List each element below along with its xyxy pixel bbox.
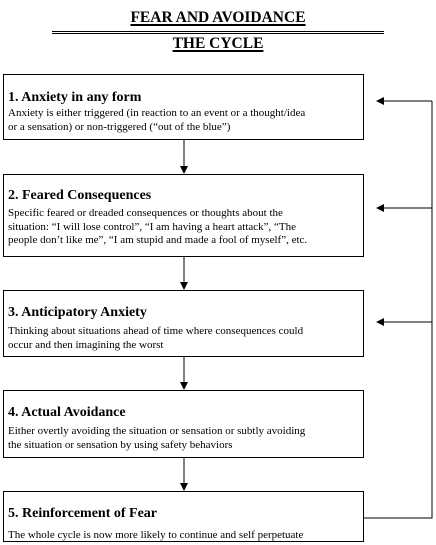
- diagram-subtitle: THE CYCLE: [172, 35, 264, 52]
- step-description-line: Either overtly avoiding the situation or sensation or subtly avoiding: [8, 425, 306, 437]
- step-description-line: The whole cycle is now more likely to continue and self perpetuate: [8, 529, 304, 541]
- step-description-line: the situation or sensation by using safety behaviors: [8, 438, 233, 451]
- step-heading: 1. Anxiety in any form: [8, 90, 142, 105]
- diagram-title: FEAR AND AVOIDANCE: [130, 9, 306, 26]
- step-description-line: Anxiety is either triggered (in reaction to an event or a thought/idea: [8, 107, 306, 119]
- step-description-line: people don’t like me”, “I am stupid and made a fool of myself”, etc.: [8, 234, 308, 246]
- step-heading: 4. Actual Avoidance: [8, 405, 126, 420]
- step-heading: 3. Anticipatory Anxiety: [8, 305, 147, 320]
- step-heading: 2. Feared Consequences: [8, 188, 152, 203]
- step-description-line: Specific feared or dreaded consequences or thoughts about the: [8, 207, 283, 219]
- step-heading: 5. Reinforcement of Fear: [8, 506, 158, 521]
- feedback-loop-line: [364, 101, 432, 518]
- step-description-line: Thinking about situations ahead of time where consequences could: [8, 325, 304, 337]
- step-description-line: occur and then imagining the worst: [8, 338, 164, 351]
- step-description-line: situation: “I will lose control”, “I am having a heart attack”, “The: [8, 220, 297, 233]
- step-description-line: or a sensation) or non-triggered (“out of the blue”): [8, 120, 231, 133]
